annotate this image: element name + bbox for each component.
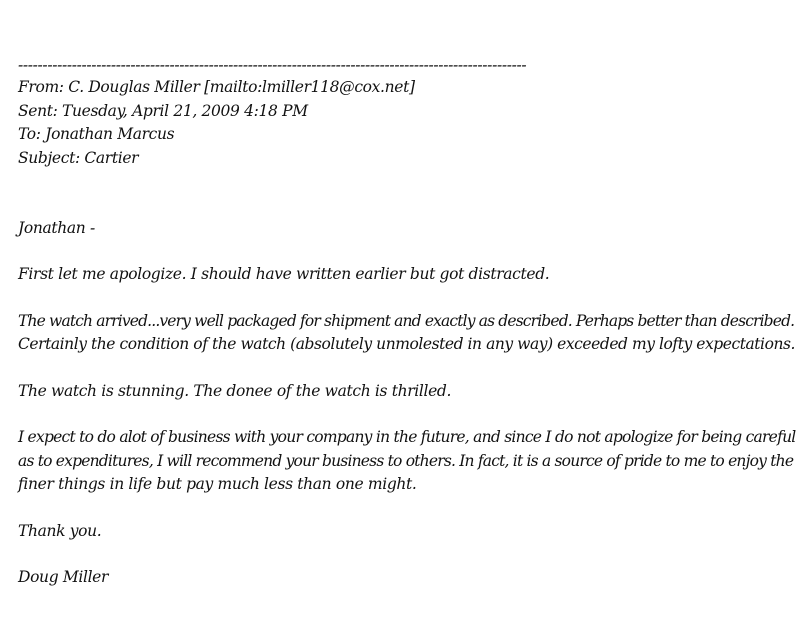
paragraph-line: as to expenditures, I will recommend your business to others. In fact, it is a source of pride to me to enjoy the <box>18 451 794 470</box>
signature-name: Doug Miller <box>18 568 109 586</box>
paragraph-business <box>18 426 796 497</box>
paragraph-line: The watch arrived...very well packaged for shipment and exactly as described. Perhaps better than described. <box>18 311 795 330</box>
signature <box>18 566 796 590</box>
paragraph-line: Thank you. <box>18 521 102 540</box>
paragraph-watch-arrived <box>18 310 796 357</box>
paragraph-stunning <box>18 380 796 404</box>
from-line: From: C. Douglas Miller [mailto:lmiller118@cox.net] <box>18 78 415 96</box>
to-line: To: Jonathan Marcus <box>18 125 175 143</box>
greeting: Jonathan - <box>18 219 95 237</box>
email-document <box>18 54 796 590</box>
sent-line: Sent: Tuesday, April 21, 2009 4:18 PM <box>18 101 308 120</box>
paragraph-line: I expect to do alot of business with your company in the future, and since I do not apologize for being careful <box>18 428 796 446</box>
header-separator: -------------------------------------------------------------------------------------------------------- <box>18 56 527 74</box>
closing-thanks <box>18 520 796 544</box>
paragraph-line: First let me apologize. I should have written earlier but got distracted. <box>18 265 550 283</box>
paragraph-line: finer things in life but pay much less than one might. <box>18 475 417 493</box>
paragraph-line: Certainly the condition of the watch (absolutely unmolested in any way) exceeded my lofty expectations. <box>18 335 795 353</box>
email-header <box>18 76 796 170</box>
paragraph-line: The watch is stunning. The donee of the watch is thrilled. <box>18 381 452 400</box>
subject-line: Subject: Cartier <box>18 148 139 167</box>
paragraph-apology <box>18 263 796 287</box>
